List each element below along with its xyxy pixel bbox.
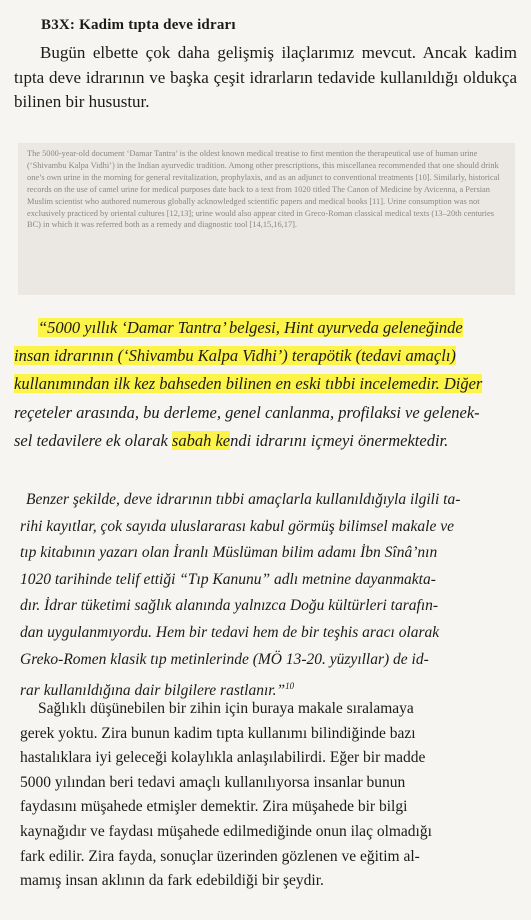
paragraph-line: 5000 yılından beri tedavi amaçlı kullanılıyorsa insanlar bunun <box>20 773 406 791</box>
highlighted-text: sabah ke <box>171 430 231 450</box>
quote-line <box>14 370 517 398</box>
paragraph-line: kaynağıdır ve faydası müşahede edilmediğinde onun ilaç olmadığı <box>20 822 432 840</box>
english-source-excerpt <box>18 143 515 295</box>
paragraph-line: dır. İdrar tüketimi sağlık alanında yalnızca Doğu kültürleri tarafın- <box>20 597 439 615</box>
quote-text: sel tedavilere ek olarak <box>14 430 172 450</box>
paragraph-line: Benzer şekilde, deve idrarının tıbbi amaçlarla kullanıldığıyla ilgili ta- <box>26 491 461 508</box>
section-heading: B3X: Kadim tıpta deve idrarı <box>41 17 236 33</box>
paragraph-line: mamış insan aklının da fark edebildiği bir şeydir. <box>20 872 324 890</box>
paragraph-line: Sağlıklı düşünebilen bir zihin için buraya makale sıralamaya <box>38 700 414 717</box>
footnote-marker: 10 <box>285 681 295 692</box>
translated-quote <box>14 314 517 455</box>
excerpt-text: The 5000-year-old document ‘Damar Tantra’ is the oldest known medical treatise to first mention the therapeutical use of human urine (‘Shivambu Kalpa Vidhi’) in the Indian ayurvedic tradition. Among other prescriptions, this miscellanea recommended that one should drink one’s own urine in the morning for general revitalization, prophylaxis, and as an adjunct to conventional treatments [10]. Similarly, historical records on the use of camel urine for medical purposes date back to a text from 1020 titled The Canon of Medicine by Avicenna, a Persian Muslim scientist who authored numerous globally acknowledged scientific papers and medical books [11]. Urine consumption was not exclusively practiced by oriental cultures [12,13]; urine would also appear cited in Greco-Roman classical medical texts (13–20th centuries BC) in which it was referred both as a remedy and diagnostic tool [14,15,16,17]. <box>27 149 500 230</box>
paragraph-line: hastalıklara iyi geleceği kolaylıkla anlaşılabilirdi. Eğer bir madde <box>20 749 426 767</box>
quote-line <box>14 342 517 370</box>
quote-line <box>14 314 517 342</box>
italic-paragraph <box>20 487 517 705</box>
paragraph-line: tıp kitabının yazarı olan İranlı Müslüman bilim adamı İbn Sînâ’nın <box>20 544 438 562</box>
paragraph-line: Greko-Romen klasik tıp metinlerinde (MÖ 13-20. yüzyıllar) de id- <box>20 650 429 668</box>
intro-paragraph: Bugün elbette çok daha gelişmiş ilaçlarımız mevcut. Ancak kadim tıpta deve idrarının ve başka çeşit idrarların tedavide kullanıldığı oldukça bilinen bir husustur. <box>14 43 517 111</box>
paragraph-line: dan uygulanmıyordu. Hem bir tedavi hem de bir teşhis aracı olarak <box>20 623 440 641</box>
paragraph-text: rar kullanıldığına dair bilgilere rastlanır.” <box>20 682 286 700</box>
quote-line: reçeteler arasında, bu derleme, genel canlanma, profilaksi ve gelenek- <box>14 402 480 422</box>
quote-line <box>14 427 517 455</box>
quote-text: ndi idrarını içmeyi önermektedir. <box>230 430 449 450</box>
highlighted-text: insan idrarının (‘Shivambu Kalpa Vidhi’) terapötik (tedavi amaçlı) <box>14 346 456 366</box>
paragraph-line: rihi kayıtlar, çok sayıda uluslararası kabul görmüş bilimsel makale ve <box>20 517 454 535</box>
paragraph-line: fark edilir. Zira fayda, sonuçlar üzerinden gözlenen ve eğitim al- <box>20 847 420 865</box>
highlighted-text: kullanımından ilk kez bahseden bilinen en eski tıbbi incelemedir. Diğer <box>14 374 483 394</box>
paragraph-line: 1020 tarihinde telif ettiği “Tıp Kanunu” adlı metnine dayanmakta- <box>20 570 436 588</box>
paragraph-line: faydasını müşahede etmişler demektir. Zira müşahede bir bilgi <box>20 798 408 816</box>
paragraph-line: gerek yoktu. Zira bunun kadim tıpta kullanımı bilindiğinde bazı <box>20 724 416 742</box>
closing-paragraph <box>20 697 517 894</box>
highlighted-text: “5000 yıllık ‘Damar Tantra’ belgesi, Hint ayurveda geleneğinde <box>38 318 463 337</box>
